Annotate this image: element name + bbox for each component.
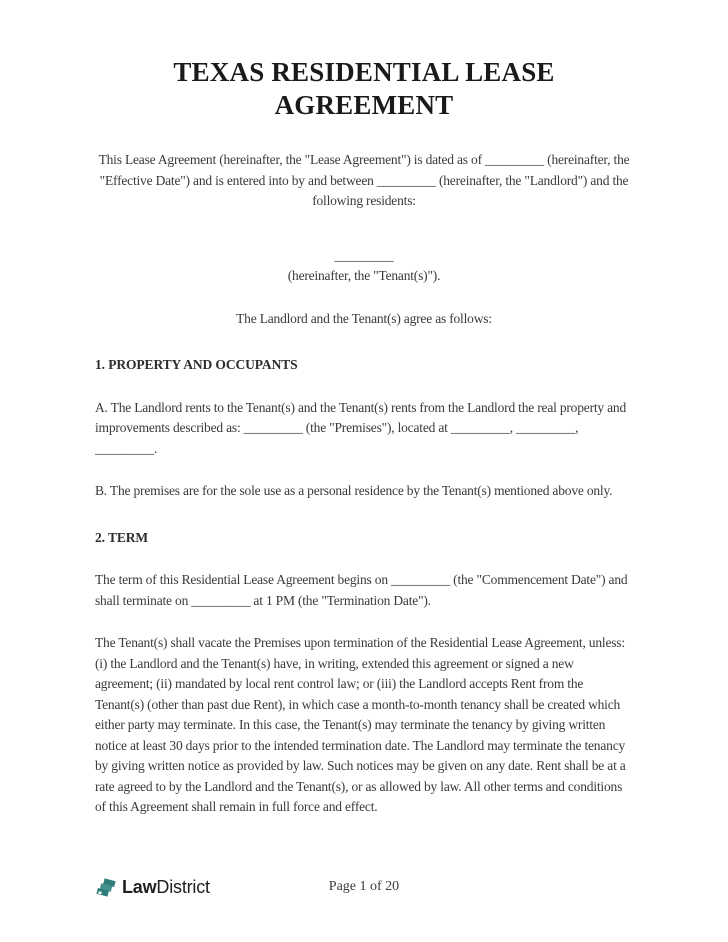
section-2-paragraph-1: The term of this Residential Lease Agreement begins on _________ (the "Commencement Date") and shall terminate on _________ at 1 PM (the "Termination Date"). bbox=[95, 572, 628, 608]
tenant-designation-line: (hereinafter, the "Tenant(s)"). bbox=[287, 268, 441, 283]
section-1-heading: 1. PROPERTY AND OCCUPANTS bbox=[95, 357, 298, 372]
logo-word-district: District bbox=[156, 877, 210, 897]
section-2-heading: 2. TERM bbox=[95, 529, 149, 545]
lawdistrict-books-icon bbox=[95, 876, 118, 899]
section-1-paragraph-a: A. The Landlord rents to the Tenant(s) and the Tenant(s) rents from the Landlord the real property and improvements described as: _________ (the "Premises"), located at _________, _________, _________. bbox=[95, 399, 627, 456]
intro-paragraph: This Lease Agreement (hereinafter, the "Lease Agreement") is dated as of _________ (hereinafter, the "Effective Date") and is entered into by and between _________ (hereinafter, the "Landlord") and the following residents: bbox=[98, 152, 630, 208]
tenant-name-blank: _________ bbox=[334, 247, 394, 263]
page-footer bbox=[0, 874, 728, 900]
section-2-paragraph-2: The Tenant(s) shall vacate the Premises upon termination of the Residential Lease Agreement, unless: (i) the Landlord and the Tenant(s) have, in writing, extended this agreement or signed a new agreement; (ii) mandated by local rent control law; or (iii) the Landlord accepts Rent from the Tenant(s) (other than past due Rent), in which case a month-to-month tenancy shall be created which either party may terminate. In this case, the Tenant(s) may terminate the tenancy by giving written notice at least 30 days prior to the intended termination date. The Landlord may terminate the tenancy by giving written notice as provided by law. Such notices may be given on any date. Rent shall be at a rate agreed to by the Landlord and the Tenant(s), or as allowed by law. All other terms and conditions of this Agreement shall remain in full force and effect. bbox=[95, 635, 626, 814]
lawdistrict-wordmark bbox=[122, 875, 210, 899]
agreement-lead-in: The Landlord and the Tenant(s) agree as follows: bbox=[236, 310, 492, 326]
section-1-paragraph-b: B. The premises are for the sole use as a personal residence by the Tenant(s) mentioned above only. bbox=[95, 483, 613, 498]
document-title: TEXAS RESIDENTIAL LEASE AGREEMENT bbox=[173, 57, 555, 120]
lawdistrict-logo bbox=[95, 875, 210, 899]
logo-word-law: Law bbox=[122, 877, 157, 897]
page-number: Page 1 of 20 bbox=[328, 879, 400, 894]
